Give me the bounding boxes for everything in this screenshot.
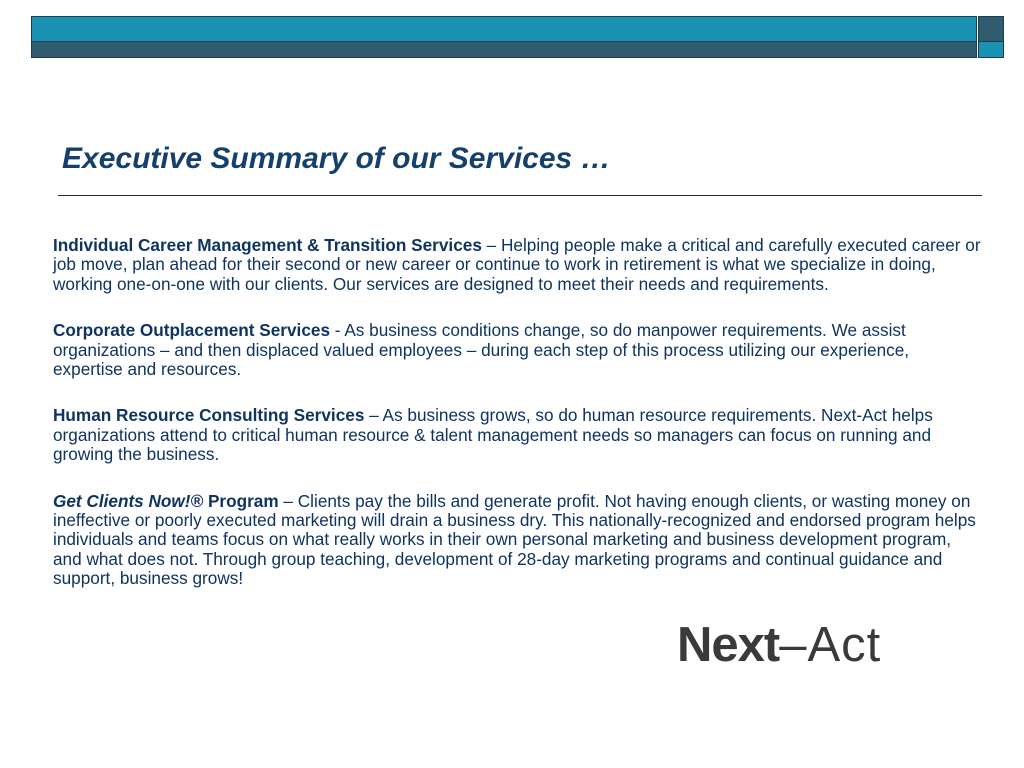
service-section-hr-consulting — [53, 406, 983, 464]
service-description: Clients pay the bills and generate profit. Not having enough clients, or wasting money on ineffective or poorly executed marketing will drain a business dry. This nationally-recognized and endorsed program helps individuals and teams focus on what really works in their own personal marketing and business development program, and what does not. Through group teaching, development of 28-day marketing programs and continual guidance and support, business grows! — [53, 490, 976, 589]
service-separator: – — [364, 405, 383, 426]
logo-next-text: Next — [677, 618, 780, 672]
service-heading-text: Individual Career Management & Transition Services — [53, 235, 482, 255]
service-heading-italic: Get Clients Now!® — [53, 490, 204, 511]
service-heading — [53, 405, 364, 425]
header-banner — [31, 16, 1004, 58]
services-list — [53, 236, 983, 616]
service-separator: – — [481, 235, 501, 255]
service-heading-text: Corporate Outplacement Services — [53, 320, 331, 341]
banner-bar-lower — [31, 42, 977, 58]
service-separator: - — [330, 320, 345, 341]
slide-title: Executive Summary of our Services … — [62, 142, 611, 175]
logo-act-text: –Act — [779, 618, 882, 672]
service-section-get-clients-now — [53, 492, 983, 589]
service-heading — [53, 235, 482, 255]
service-section-outplacement — [53, 321, 983, 379]
service-heading-text: Program — [203, 490, 279, 511]
banner-bar-upper — [31, 16, 977, 42]
banner-square-teal — [978, 42, 1004, 58]
service-description: As business grows, so do human resource requirements. Next-Act helps organizations attend to critical human resource & talent management needs so managers can focus on running and growing the business. — [53, 405, 933, 465]
service-separator: – — [278, 490, 298, 511]
banner-square-dark — [978, 16, 1004, 42]
service-heading-text: Human Resource Consulting Services — [53, 405, 365, 426]
title-divider — [58, 195, 982, 196]
service-section-career — [53, 236, 983, 294]
service-description: Helping people make a critical and carefully executed career or job move, plan ahead for their second or new career or continue to work in retirement is what we specialize in doing, working one-on-one with our clients. Our services are designed to meet their needs and requirements. — [53, 235, 981, 294]
service-description: As business conditions change, so do manpower requirements. We assist organizations – and then displaced valued employees – during each step of this process utilizing our experience, expertise and resources. — [53, 320, 910, 380]
next-act-logo — [677, 619, 881, 671]
service-heading — [53, 320, 330, 340]
service-heading — [53, 491, 279, 511]
